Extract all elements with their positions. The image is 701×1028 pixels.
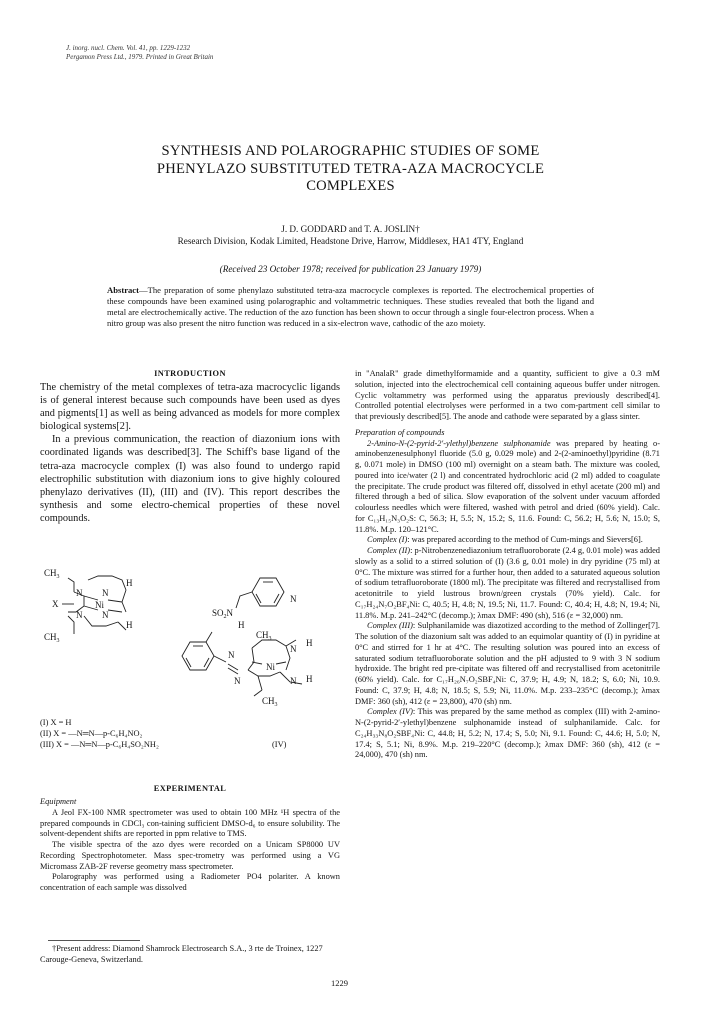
abstract-text: —The preparation of some phenylazo substituted tetra-aza macrocycle complexes is reported. The electrochemical properties of these compounds have been examined using polarographic and voltammetric techniques. These studies revealed that both the ligand and metal are electrochemically active. The reduction of the azo function has been shown to occur through a single four-electron process. When a nitro group was also present the nitro function was reduced in a six-electron wave, cathodic of the azo moiety. [107,285,594,329]
struct-iv-ni: Ni [266,662,275,672]
paper-title [80,143,621,196]
preparation-compound-name: 2-Amino-N-(2-pyrid-2′-ylethyl)benzene sulphonamide [367,438,551,448]
received-dates: (Received 23 October 1978; received for publication 23 January 1979) [219,264,482,274]
struct-iv-h-bottom: H [306,674,313,684]
structure-legend [40,718,340,750]
struct-n2: N [102,588,109,598]
intro-paragraph-1: The chemistry of the metal complexes of tetra-aza macrocyclic ligands is of general interest because such compounds have been used as dyes and pigments[1] as well as being advanced as models for more complex biological systems[2]. [40,382,340,433]
struct-ch3-iv-top: $CH_3$ [256,630,272,642]
introduction-text [40,381,340,525]
author-names: J. D. GODDARD and T. A. JOSLIN† [281,224,420,234]
struct-h-bottom: H [126,620,133,630]
struct-pyridine-n: N [290,594,297,604]
struct-iv-n1: N [290,644,297,654]
struct-x: X [52,599,59,609]
struct-azo-n2: N [234,676,241,686]
complex-IV-paragraph [355,707,660,761]
complex-IV-text: : This was prepared by the same method as complex (III) with 2-amino-N-(2-pyrid-2′-ylethyl)benzene sulphonamide instead of sulphanilamide. Calc. for C₂₄H₃₃N₈O₂SBF₄Ni: C, 44.8; H, 5.2; N, 17.4; S, 5.0; Ni, 9.1. Found: C, 44.6; H, 5.0; N, 17.4; S, 5.1; Ni, 8.9%. M.p. 219–220°C (decomp.); λmax DMF: 360 (sh), 412 (ε = 24,000), 470 (sh) nm. [355,707,660,760]
equipment-paragraph-1: A Jeol FX-100 NMR spectrometer was used to obtain 100 MHz ¹H spectra of the prepared compounds in CDCl₃ con-taining sufficient DMSO-d₆ to ensure solubility. The solvent-dependent shifts are reported in ppm relative to TMS. [40,807,340,839]
preparation-heading: Preparation of compounds [355,427,445,437]
complex-III-text: : Sulphanilamide was diazotized according to the method of Zollinger[7]. The solution of the diazonium salt was added to an equimolar quantity of (I) in pyridine at 0°C and stirred for 1 hr at 4°C. The resulting solution was poured into an excess of saturated sodium tetrafluoroborate solution and the pH adjusted to 9 with 3 N sodium hydroxide. The bright red pre-cipitate was filtered off and recrystallised from acetonitrile (60% yield). Calc. for C₁₇H₂₆N₇O₂SBF₄Ni: C, 37.9; H, 4.9; N, 18.2; S, 6.0; Ni, 10.9. Found: C, 37.9; H, 4.8; N, 18.5; S, 5.9; Ni, 11.0%. M.p. 233–235°C (decomp.); λmax DMF: 360 (sh), 412 (ε = 23,800), 470 (sh) nm. [355,621,660,706]
abstract [107,285,594,329]
complex-III-paragraph [355,621,660,707]
legend-row-III [40,740,340,751]
struct-ch3-iv-bottom: $CH_3$ [262,696,278,708]
title-line-2: PHENYLAZO SUBSTITUTED TETRA-AZA MACROCYCLE [156,160,545,177]
macrocycle-structure-diagram [40,566,340,716]
journal-line-2: Pergamon Press Ltd., 1979. Printed in Great Britain [66,53,214,61]
complex-II-text: : p-Nitrobenzenediazonium tetrafluoroborate (2.4 g, 0.01 mole) was added slowly as a solid to a stirred solution of (I) (3.6 g, 0.01 mole) in dry pyridine (75 ml) at 0°C. The mixture was stirred for a further hour, then added to a saturated aqueous solution of sodium tetrafluoroborate (1800 ml). The precipitate was filtered and recrystallised from acetonitrile to yield lustrous brown/green crystals (70% yield). Calc. for C₁₇H₂₄N₇O₂BF₄Ni: C, 40.5; H, 4.8; N, 19.5; Ni, 11.7. Found: C, 40.4; H, 4.8; N, 19.4; Ni, 11.8%. M.p. 241–242°C (decomp.); λmax DMF: 490 (sh), 516 (ε = 32,000) nm. [355,546,660,620]
struct-n4: N [102,610,109,620]
complex-I-paragraph [355,535,660,546]
struct-so2n: $SO_2N$ [212,608,234,620]
complex-I-label: Complex (I) [367,535,408,545]
struct-n3: N [76,610,83,620]
title-line-3: COMPLEXES [306,178,395,194]
right-column [355,369,660,761]
preparation-text: was prepared by heating o-aminobenzenesulphonyl fluoride (5.0 g, 0.029 mole) and 2-(2-aminoethyl)pyridine (8.71 g, 0.071 mole) in DMSO (100 ml) overnight on a steam bath. The mixture was cooled, poured into ice/water (2 l) and concentrated hydrochloric acid (2 ml) added to coagulate the precipitate. The crude product was filtered off, dissolved in ethyl acetate (200 ml) and filtered through a bed of silica. Slow evaporation of the solvent under vacuum afforded colourless needles which were filtered, washed with petrol and dried (60% yield). Calc. for C₁₃H₁₅N₃O₂S: C, 56.3; H, 5.5; N, 15.2; S, 11.6. Found: C, 56.2; H, 5.6; N, 15.0; S, 11.8%. M.p. 120–121°C. [355,438,660,534]
abstract-label: Abstract [107,285,139,295]
legend-IV: (IV) [272,739,287,749]
struct-azo-n1: N [228,650,235,660]
struct-n1: N [76,588,83,598]
struct-so2n-h: H [238,620,245,630]
equipment-paragraph-2: The visible spectra of the azo dyes were recorded on a Unicam SP8000 UV Recording Spectrophotometer. Mass spec-trometry was performed using a VG Micromass ZAB-2F reverse geometry mass spectrometer. [40,840,340,871]
introduction-heading: INTRODUCTION [154,369,226,378]
authors-block [80,223,621,247]
struct-iv-n2: N [290,676,297,686]
complex-I-text: : was prepared according to the method of Cum-mings and Sievers[6]. [407,535,643,545]
struct-h-top: H [126,578,133,588]
complex-II-label: Complex (II) [367,546,411,555]
struct-ch3-top: $CH_3$ [44,568,60,580]
struct-ch3-bottom: $CH_3$ [44,632,60,644]
footnote: †Present address: Diamond Shamrock Electrosearch S.A., 3 rte de Troinex, 1227 Carouge-Geneva, Switzerland. [40,944,323,964]
complex-II-paragraph [355,546,660,621]
equipment-section [40,797,340,894]
struct-iv-h-top: H [306,638,313,648]
equipment-heading: Equipment [40,797,77,806]
footnote-rule [48,940,140,941]
legend-III: (III) X = —N═N—p-C₆H₄SO₂NH₂ [40,739,159,749]
right-paragraph-1: in "AnalaR" grade dimethylformamide and a quantity, sufficient to give a 0.3 mM solution, injected into the electrochemical cell containing aqueous buffer under nitrogen. Cyclic voltammetry was performed using the apparatus previously described[4]. Controlled potential electrolyses were performed in a two com-partment cell similar to that previously described[5]. The anode and cathode were separated by a glass sinter. [355,369,660,421]
preparation-paragraph [355,439,660,536]
legend-I: (I) X = H [40,718,72,727]
equipment-paragraph-3: Polarography was performed using a Radiometer PO4 polariter. A known concentration of each sample was dissolved [40,872,340,892]
intro-paragraph-2: In a previous communication, the reaction of diazonium ions with coordinated ligands was described[3]. The Schiff's base ligand of the tetra-aza macrocycle complex (I) was also found to undergo rapid electrophilic substitution with diazonium ions to give highly coloured phenylazo derivatives (II), (III) and (IV). This report describes the synthesis and some electro-chemical properties of these novel compounds. [40,434,340,524]
struct-ni: Ni [95,600,104,610]
complex-IV-label: Complex (IV) [367,707,413,717]
legend-II: (II) X = —N═N—p-C₆H₄NO₂ [40,728,143,738]
title-line-1: SYNTHESIS AND POLAROGRAPHIC STUDIES OF SOME [161,143,540,159]
complex-III-label: Complex (III) [367,621,413,631]
journal-line-1: J. inorg. nucl. Chem. Vol. 41, pp. 1229-1232 [66,44,191,52]
author-affiliation: Research Division, Kodak Limited, Headstone Drive, Harrow, Middlesex, HA1 4TY, England [177,236,524,246]
page-number: 1229 [331,978,348,988]
journal-citation [66,44,213,62]
experimental-heading: EXPERIMENTAL [153,784,227,793]
